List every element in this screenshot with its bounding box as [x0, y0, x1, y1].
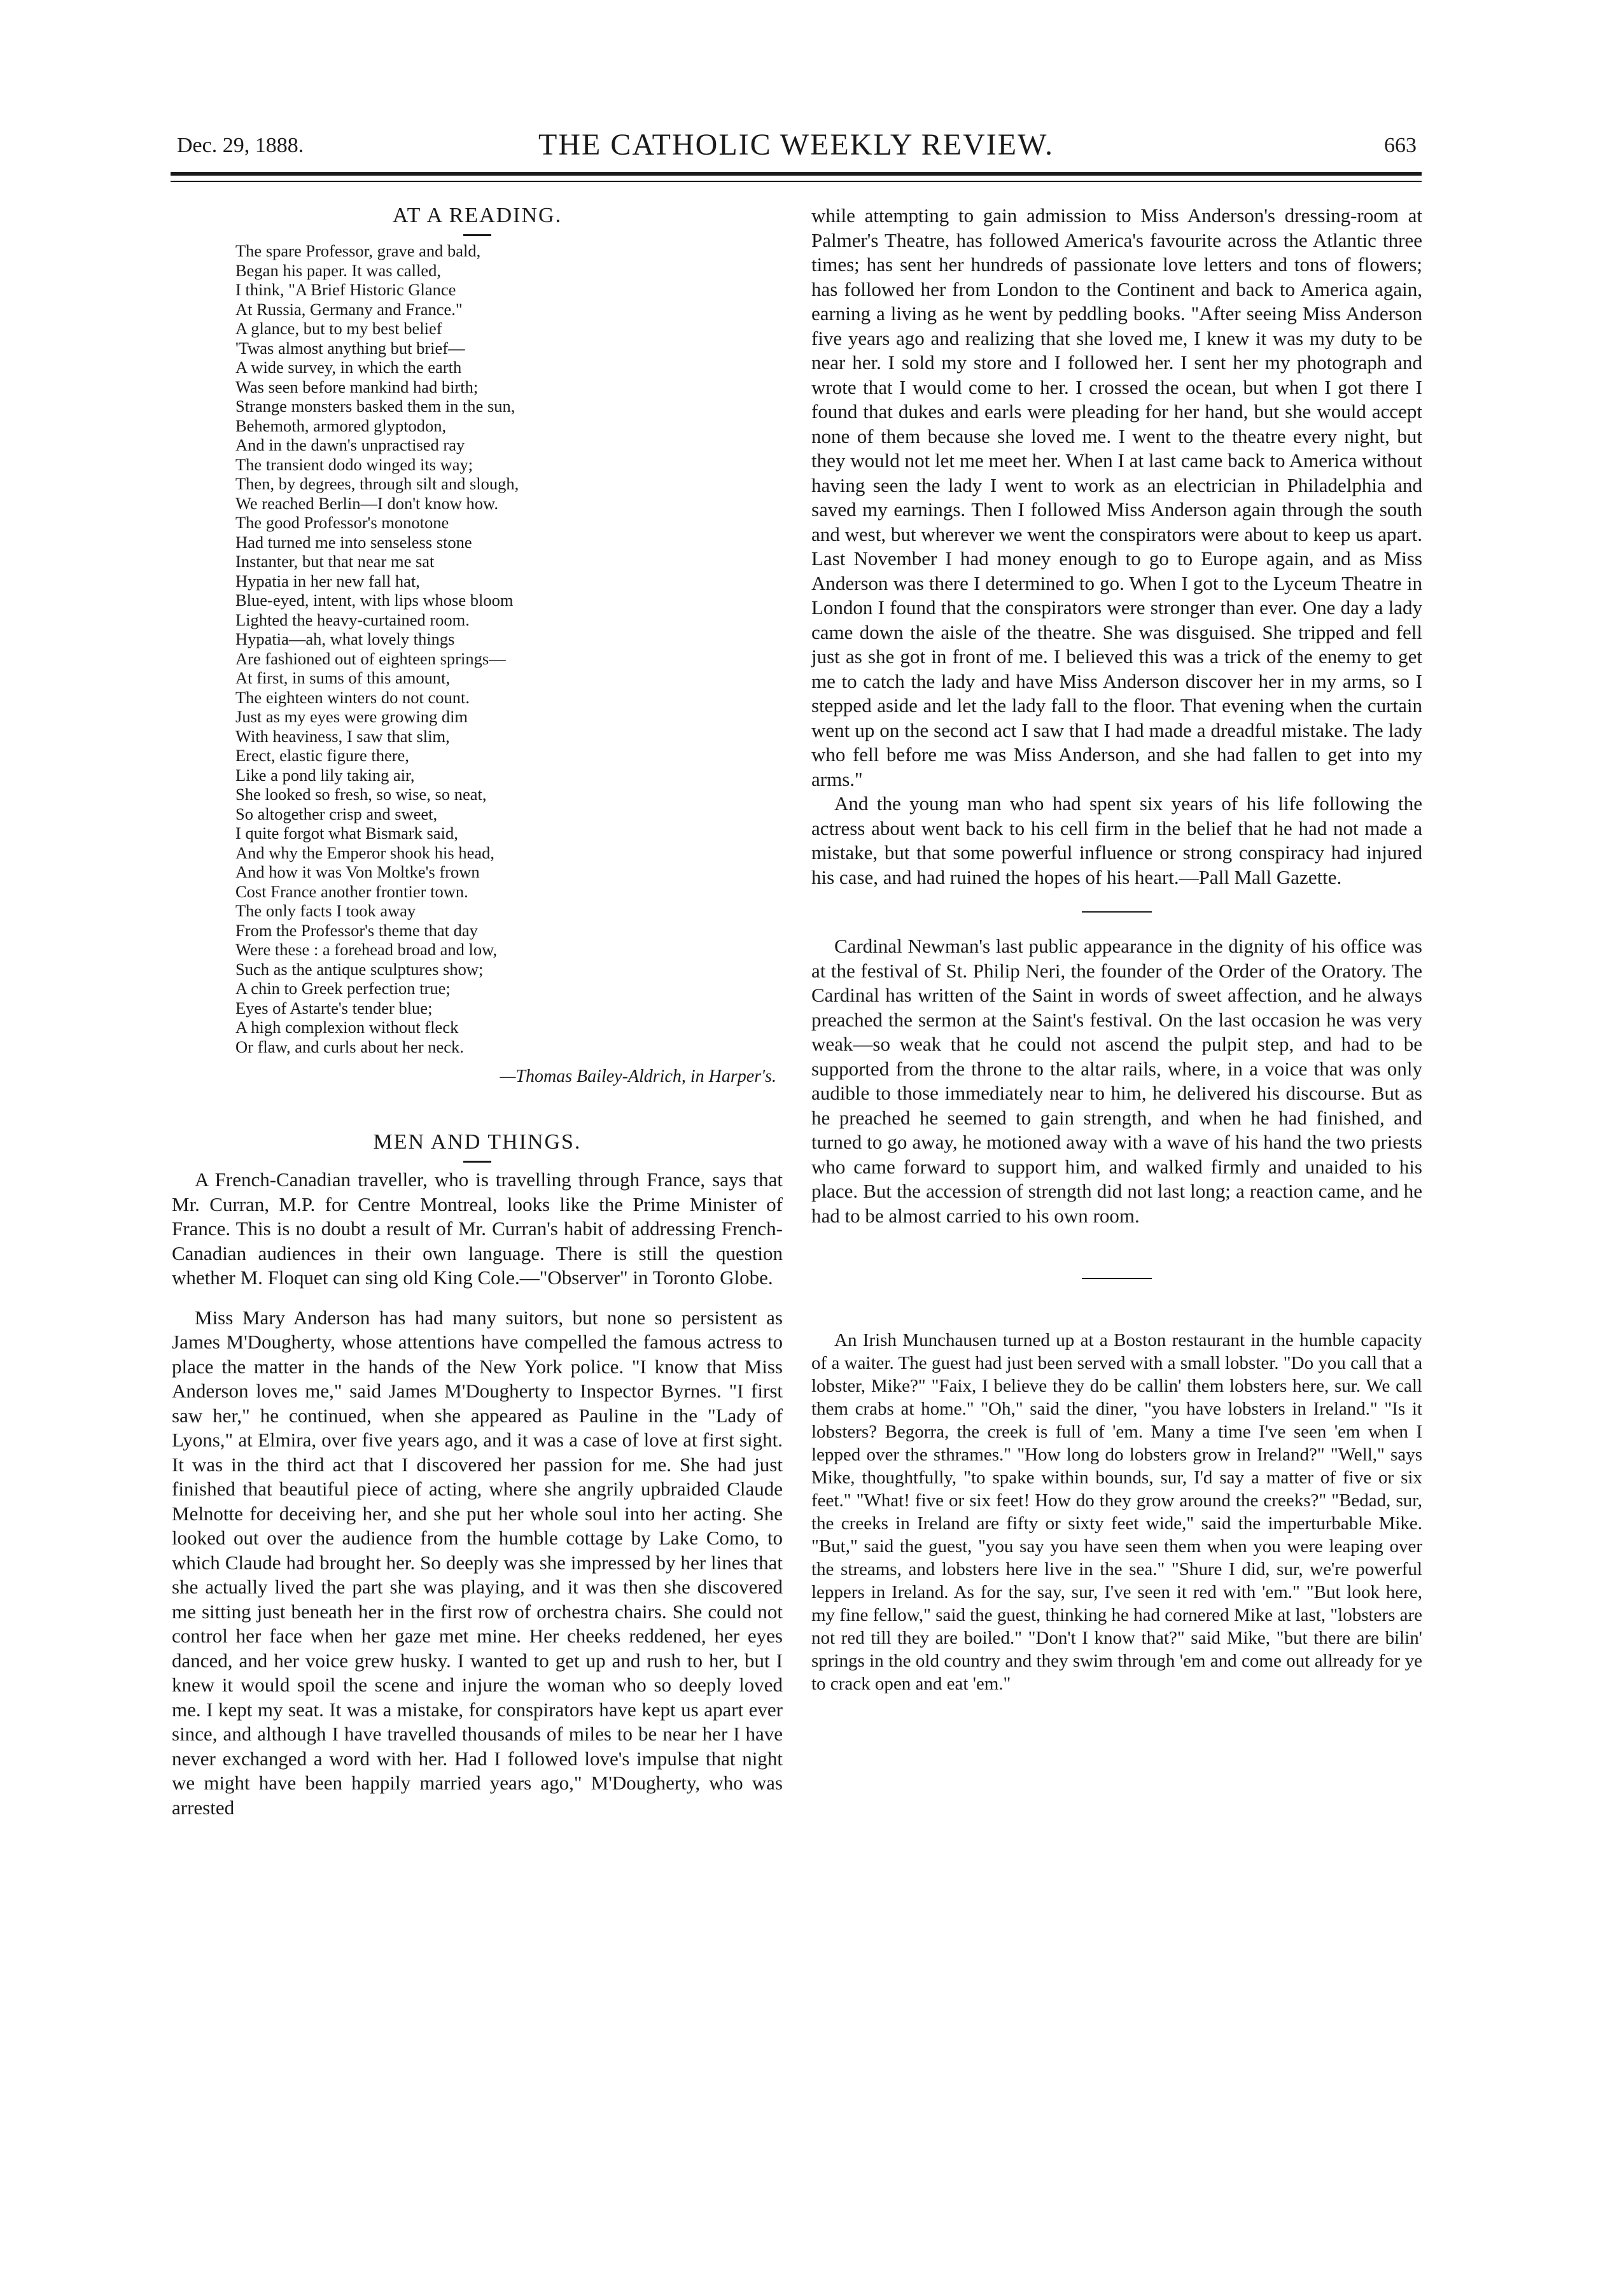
- poem-line: At Russia, Germany and France.": [235, 299, 463, 319]
- poem-line: Blue-eyed, intent, with lips whose bloom: [235, 591, 514, 610]
- poem-line: A wide survey, in which the earth: [235, 358, 462, 377]
- header-rule-thin: [171, 181, 1422, 182]
- poem-line: Hypatia in her new fall hat,: [235, 571, 420, 591]
- poem-line: Had turned me into senseless stone: [235, 532, 472, 552]
- right-column: [811, 204, 1422, 1695]
- poem-line: A glance, but to my best belief: [235, 319, 442, 338]
- poem-line: And how it was Von Moltke's frown: [235, 862, 480, 881]
- article-divider: [1082, 1278, 1152, 1279]
- article-paragraph: Miss Mary Anderson has had many suitors, but none so persistent as James M'Dougherty, whose attentions have compelled the famous actress to place the matter in the hands of the New York police. "I know that Miss Anderson loves me," said James M'Dougherty to Inspector Byrnes. "I first saw her," he continued, when she appeared as Pauline in the "Lady of Lyons," at Elmira, over five years ago, and it was a case of love at first sight. It was in the third act that I discovered her passion for me. She had just finished that beautiful piece of acting, where she angrily upbraided Claude Melnotte for deceiving her, and she put her whole soul into her acting. She looked out over the audience from the humble cottage by Lake Como, to which Claude had brought her. So deeply was she impressed by her lines that she actually lived the part she was playing, and it was then she discovered me sitting just beneath her in the first row of orchestra chairs. She could not control her face when her gaze met mine. Her cheeks reddened, her eyes danced, and her voice grew husky. I wanted to get up and rush to her, but I knew it would spoil the scene and injure the woman who so deeply loved me. I kept my seat. It was a mistake, for conspirators have kept us apart ever since, and although I have travelled thousands of miles to be near her I have never exchanged a word with her. Had I followed love's impulse that night we might have been happily married years ago," M'Dougherty, who was arrested: [172, 1306, 783, 1819]
- poem-line: The only facts I took away: [235, 901, 416, 920]
- poem-line: Hypatia—ah, what lovely things: [235, 629, 455, 648]
- poem-line: At first, in sums of this amount,: [235, 668, 451, 687]
- poem-line: We reached Berlin—I don't know how.: [235, 493, 499, 513]
- poem-line: Such as the antique sculptures show;: [235, 959, 484, 979]
- issue-date: Dec. 29, 1888.: [177, 134, 304, 157]
- poem-line: Erect, elastic figure there,: [235, 746, 409, 765]
- title-dash: [463, 1161, 491, 1163]
- poem-title: AT A READING.: [392, 204, 563, 227]
- poem-line: 'Twas almost anything but brief—: [235, 338, 465, 358]
- poem-line: I think, "A Brief Historic Glance: [235, 280, 456, 299]
- poem-line: Like a pond lily taking air,: [235, 765, 415, 785]
- poem-line: She looked so fresh, so wise, so neat,: [235, 785, 487, 804]
- poem-line: Cost France another frontier town.: [235, 881, 468, 901]
- poem-line: Were these : a forehead broad and low,: [235, 940, 498, 959]
- poem-line: The good Professor's monotone: [235, 513, 449, 532]
- poem-line: Eyes of Astarte's tender blue;: [235, 998, 433, 1018]
- article-paragraph: Cardinal Newman's last public appearance in the dignity of his office was at the festival of St. Philip Neri, the founder of the Order of the Oratory. The Cardinal has written of the Saint in words of sweet affection, and he always preached the sermon at the Saint's festival. On the last occasion he was very weak—so weak that he could not ascend the pulpit step, and had to be supported from the throne to the altar rails, where, in a voice that was only audible to those immediately near to him, he delivered his discourse. But as he preached he seemed to gain strength, and when he had finished, and turned to go away, he motioned away with a wave of his hand the two priests who came forward to support him, and walked firmly and unaided to his place. But the accession of strength did not last long; a reaction came, and he had to be almost carried to his own room.: [811, 935, 1422, 1227]
- page-number: 663: [1384, 134, 1417, 157]
- poem-line: And in the dawn's unpractised ray: [235, 435, 465, 454]
- poem-line: Are fashioned out of eighteen springs—: [235, 648, 506, 668]
- article-paragraph: A French-Canadian traveller, who is travelling through France, says that Mr. Curran, M.P. for Centre Montreal, looks like the Prime Minister of France. This is no doubt a result of Mr. Curran's habit of addressing French-Canadian audiences in their own language. There is still the question whether M. Floquet can sing old King Cole.—"Observer" in Toronto Globe.: [172, 1168, 783, 1289]
- poem-line: Lighted the heavy-curtained room.: [235, 610, 470, 629]
- poem-line: Just as my eyes were growing dim: [235, 707, 468, 726]
- poem-line: Was seen before mankind had birth;: [235, 377, 479, 396]
- page-header: [171, 125, 1422, 165]
- publication-title: THE CATHOLIC WEEKLY REVIEW.: [538, 128, 1054, 162]
- poem-line: A high complexion without fleck: [235, 1018, 459, 1037]
- poem-line: And why the Emperor shook his head,: [235, 843, 494, 862]
- poem-line: The eighteen winters do not count.: [235, 687, 470, 707]
- article-paragraph: while attempting to gain admission to Miss Anderson's dressing-room at Palmer's Theatre, has followed America's favourite across the Atlantic three times; has sent her hundreds of passionate love letters and tons of flowers; has followed her from London to the Continent and back to America again, earning a living as he went by peddling books. "After seeing Miss Anderson five years ago and realizing that she loved me, I knew it was my duty to be near her. I sold my store and I followed her. I sent her my photograph and wrote that I would come to her. I crossed the ocean, but when I got there I found that dukes and earls were pleading for her hand, but she would accept none of them because she loved me. I went to the theatre every night, but they would not let me meet her. When I at last came back to America without having seen the lady I went to work as an electrician in Philadelphia and saved my earnings. Then I followed Miss Anderson again through the south and west, but wherever we went the conspirators were about to keep us apart. Last November I had money enough to go to Europe again, and as Miss Anderson was there I determined to go. When I got to the Lyceum Theatre in London I found that the conspirators were stronger than ever. One day a lady came down the aisle of the theatre. She was disguised. She tripped and fell just as she got in front of me. I believed this was a trick of the enemy to get me to catch the lady and have Miss Anderson discover her in my arms, so I stepped aside and let the lady fall to the floor. That evening when the curtain went up on the second act I saw that I had made a dreadful mistake. The lady who fell before me was Miss Anderson, and she had fallen to get into my arms.": [811, 204, 1422, 790]
- poem-line: Strange monsters basked them in the sun,: [235, 396, 515, 416]
- poem-line: The spare Professor, grave and bald,: [235, 241, 481, 260]
- poem-line: Or flaw, and curls about her neck.: [235, 1037, 464, 1056]
- poem-line: Instanter, but that near me sat: [235, 552, 435, 571]
- poem-line: With heaviness, I saw that slim,: [235, 726, 450, 746]
- poem-line: From the Professor's theme that day: [235, 920, 478, 940]
- poem-attribution: —Thomas Bailey-Aldrich, in Harper's.: [500, 1067, 776, 1086]
- poem-body: [235, 241, 783, 1056]
- poem-line: The transient dodo winged its way;: [235, 454, 473, 474]
- poem-line: I quite forgot what Bismark said,: [235, 823, 458, 843]
- poem-line: Then, by degrees, through silt and slough,: [235, 474, 519, 493]
- left-column: [172, 204, 783, 1820]
- section-title: MEN AND THINGS.: [373, 1130, 582, 1154]
- article-paragraph: An Irish Munchausen turned up at a Boston restaurant in the humble capacity of a waiter. The guest had just been served with a small lobster. "Do you call that a lobster, Mike?" "Faix, I believe they do be callin' them lobsters here, sur. We call them crabs at home." "Oh," said the diner, "you have lobsters in Ireland." "Is it lobsters? Begorra, the creek is full of 'em. Many a time I've seen 'em when I lepped over the sthrames." "How long do lobsters grow in Ireland?" "Well," says Mike, thoughtfully, "to spake within bounds, sur, I'd say a matter of five or six feet." "What! five or six feet! How do they grow around the creeks?" "Bedad, sur, the creeks in Ireland are fifty or sixty feet wide," said the imperturbable Mike. "But," said the guest, "you say you have seen them when you were leaping over the streams, and lobsters here live in the sea." "Shure I did, sur, we're powerful leppers in Ireland. As for the say, sur, I've seen it red with 'em." "But look here, my fine fellow," said the guest, thinking he had cornered Mike at last, "lobsters are not red till they are boiled." "Don't I know that?" said Mike, "but there are bilin' springs in the old country and they swim through 'em and come out allready for ye to crack open and eat 'em.": [811, 1330, 1423, 1694]
- title-dash: [463, 234, 491, 236]
- poem-line: So altogether crisp and sweet,: [235, 804, 438, 823]
- article-paragraph: And the young man who had spent six years of his life following the actress about went back to his cell firm in the belief that he had not made a mistake, but that some powerful influence or strong conspiracy had injured his case, and had ruined the hopes of his heart.—Pall Mall Gazette.: [811, 792, 1422, 888]
- poem-line: Behemoth, armored glyptodon,: [235, 416, 447, 435]
- poem-line: Began his paper. It was called,: [235, 260, 442, 280]
- article-divider: [1082, 911, 1152, 913]
- poem-line: A chin to Greek perfection true;: [235, 979, 451, 998]
- header-rule: [171, 172, 1422, 176]
